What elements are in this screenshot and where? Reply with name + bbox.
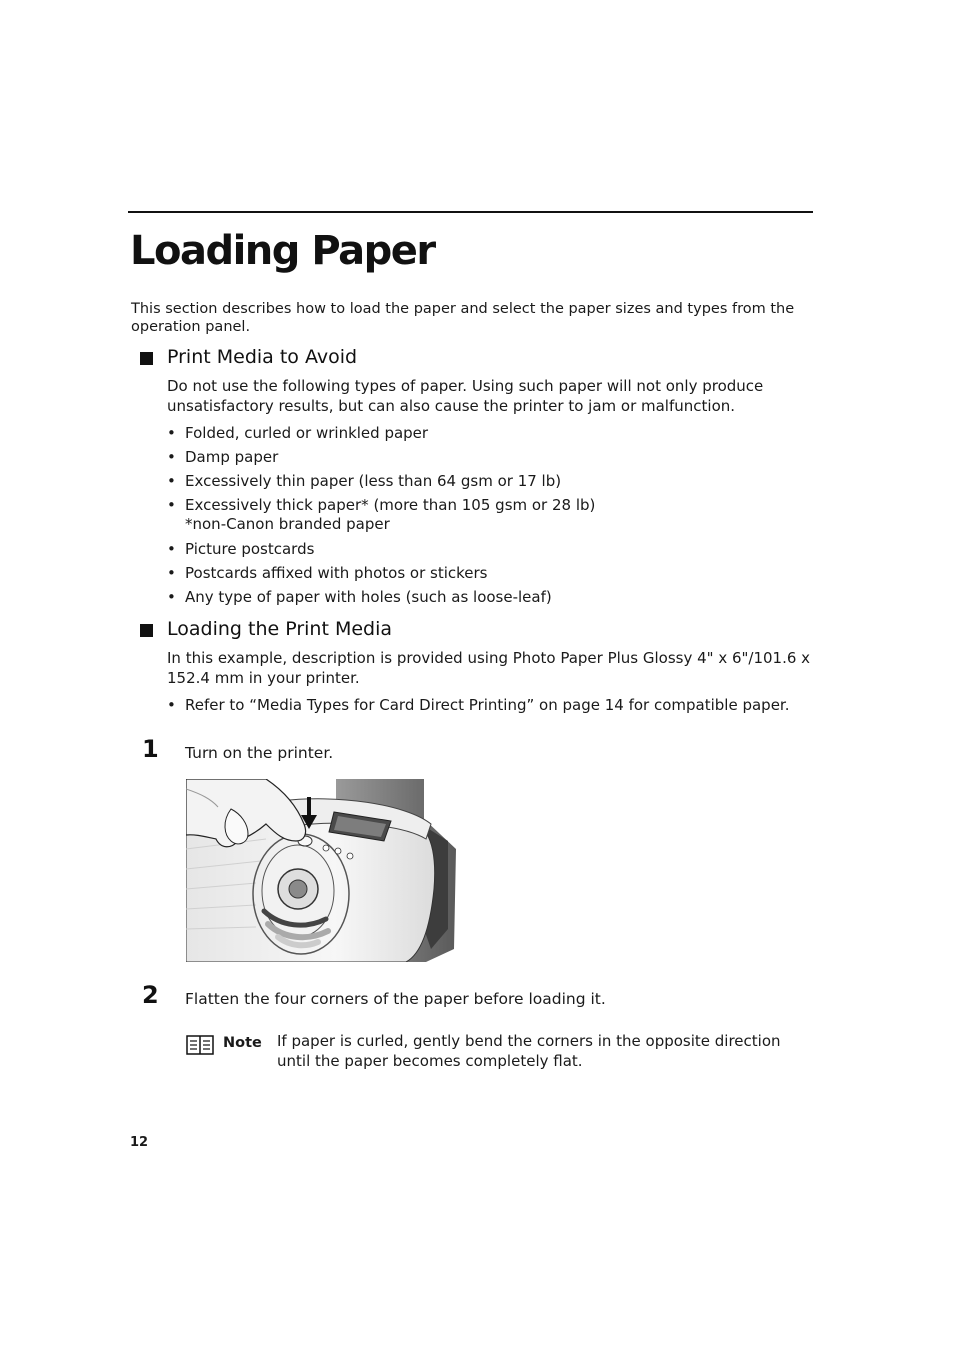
list-item-footnote: *non-Canon branded paper xyxy=(185,515,390,533)
list-item: • Folded, curled or wrinkled paper xyxy=(167,424,429,442)
step-number: 1 xyxy=(142,735,159,763)
note-text: If paper is curled, gently bend the corners in the opposite direction until the paper becomes completely flat. xyxy=(277,1032,781,1070)
list-item: • Excessively thick paper* (more than 105 gsm or 28 lb) xyxy=(167,496,596,514)
book-icon xyxy=(186,1035,214,1055)
list-item: • Damp paper xyxy=(167,448,279,466)
step-text: Turn on the printer. xyxy=(185,744,334,762)
section1-paragraph: Do not use the following types of paper. Using such paper will not only produce unsatisfactory results, but can also cause the printer to jam or malfunction. xyxy=(167,377,764,415)
printer-power-button-illustration xyxy=(186,779,456,962)
section-bullet-square xyxy=(140,352,153,365)
list-item: • Excessively thin paper (less than 64 gsm or 17 lb) xyxy=(167,472,562,490)
list-item: • Any type of paper with holes (such as loose-leaf) xyxy=(167,588,552,606)
section2-paragraph: In this example, description is provided using Photo Paper Plus Glossy 4" x 6"/101.6 x 152.4 mm in your printer. xyxy=(167,649,811,687)
note-label: Note xyxy=(223,1035,262,1051)
list-item: • Postcards affixed with photos or stickers xyxy=(167,564,488,582)
list-item: • Refer to “Media Types for Card Direct Printing” on page 14 for compatible paper. xyxy=(167,696,790,714)
section-heading-loading-the-print-media: Loading the Print Media xyxy=(167,618,392,640)
section-bullet-square xyxy=(140,624,153,637)
page-number: 12 xyxy=(130,1135,149,1150)
step-number: 2 xyxy=(142,981,159,1009)
section-heading-print-media-to-avoid: Print Media to Avoid xyxy=(167,346,357,368)
intro-text: This section describes how to load the paper and select the paper sizes and types from the operation panel. xyxy=(131,301,795,335)
page-title: Loading Paper xyxy=(130,228,435,274)
list-item: • Picture postcards xyxy=(167,540,315,558)
header-rule xyxy=(128,211,813,213)
step-text: Flatten the four corners of the paper before loading it. xyxy=(185,990,606,1008)
